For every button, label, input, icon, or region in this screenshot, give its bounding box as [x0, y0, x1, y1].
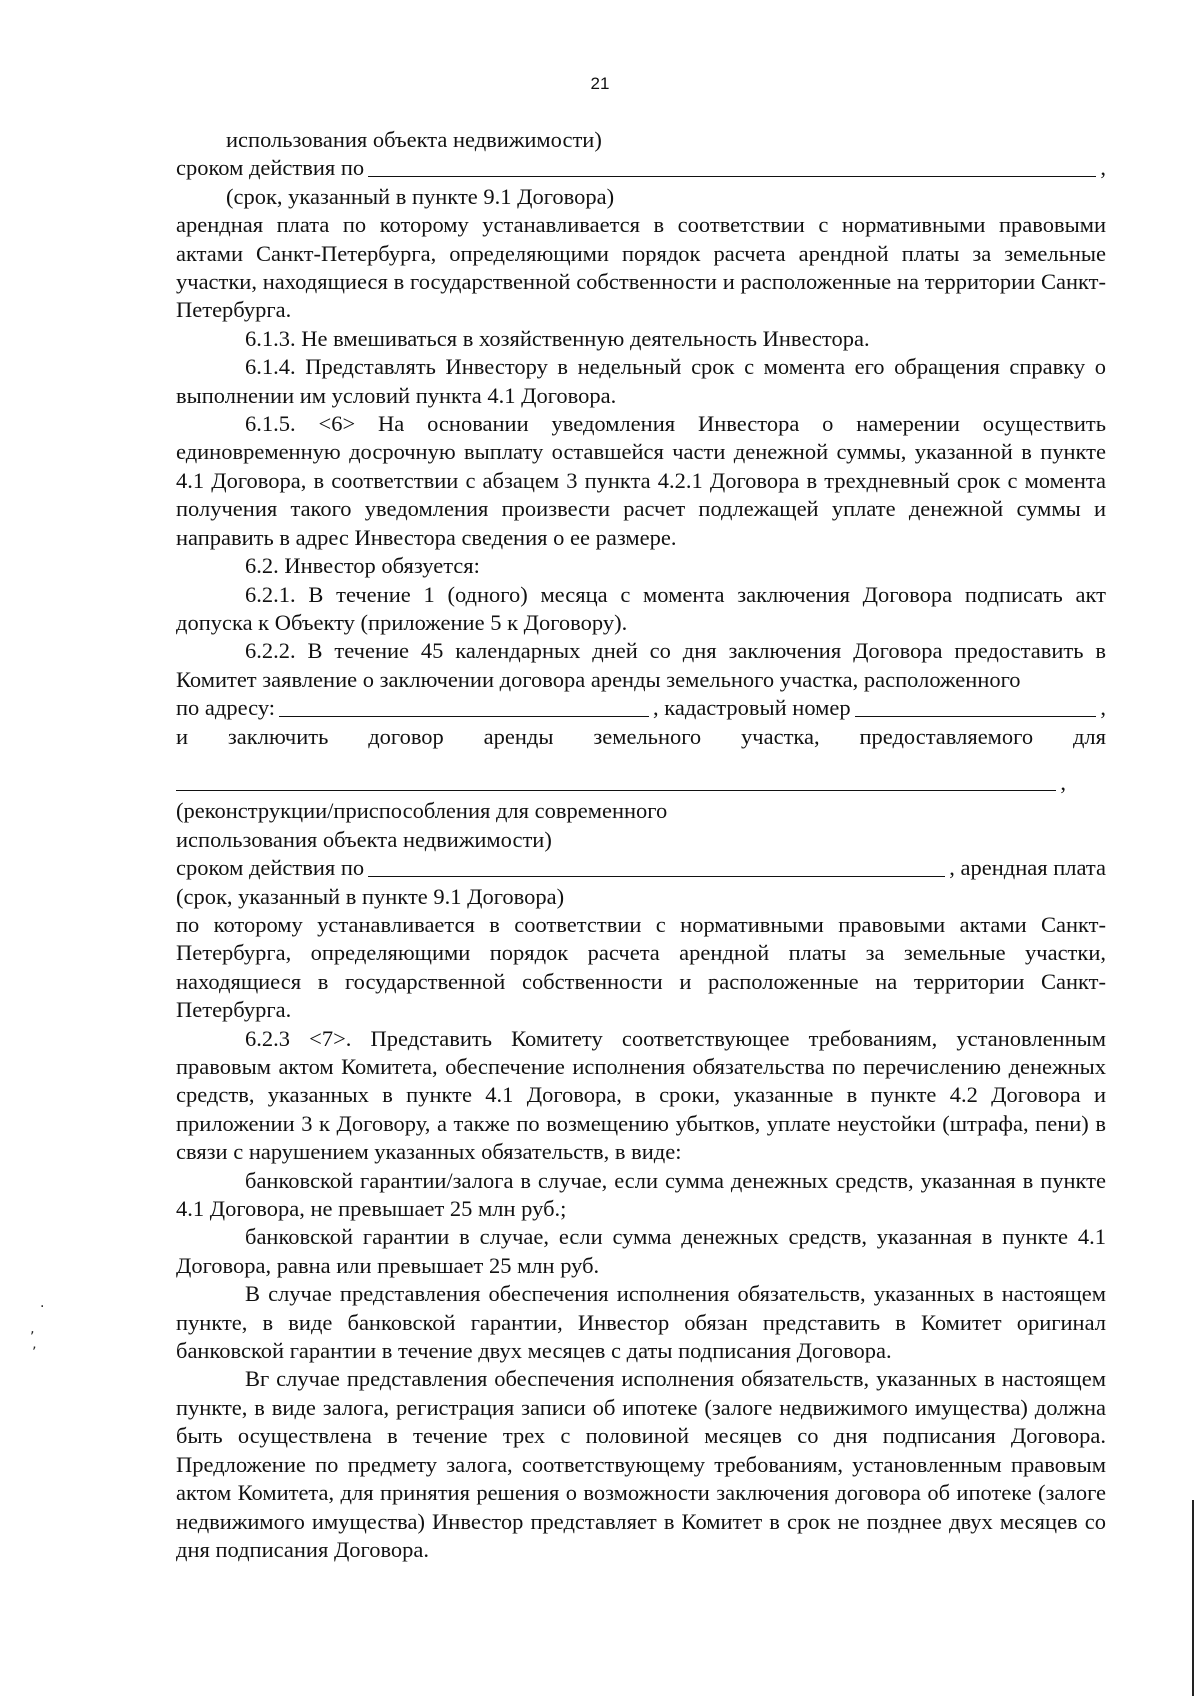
purpose-line [176, 769, 1106, 797]
spread-word: договор [368, 723, 444, 749]
address-blank[interactable] [279, 715, 649, 717]
clause-6-2-3: 6.2.3 <7>. Представить Комитету соответствующее требованиям, установленным правовым актом Комитета, обеспечение исполнения обязательства по перечислению денежных средств, указанных в пункте 4.1 Договора, в сроки, указанные в пункте 4.2 Договора и приложении 3 к Договору, а также по возмещению убытков, уплате неустойки (штрафа, пени) в связи с нарушением указанных обязательств, в виде: [176, 1025, 1106, 1165]
term-line-1 [176, 154, 1106, 182]
document-body [176, 126, 1106, 1564]
spread-word: для [1072, 723, 1106, 749]
purpose-caption-2: использования объекта недвижимости) [176, 826, 552, 852]
scan-mark-2: ‚ [30, 1321, 35, 1337]
scan-mark-3: ’ [32, 1345, 37, 1361]
term-caption-2: (срок, указанный в пункте 9.1 Договора) [176, 883, 565, 909]
clause-6-1-5: 6.1.5. <6> На основании уведомления Инвестора о намерении осуществить единовременную досрочную выплату оставшейся части денежной суммы, указанной в пункте 4.1 Договора, в соответствии с абзацем 3 пункта 4.2.1 Договора в трехдневный срок с момента получения такого уведомления произвести расчет подлежащей уплате денежной суммы и направить в адрес Инвестора сведения о ее размере. [176, 411, 1106, 550]
page-number: 21 [590, 74, 610, 93]
clause-6-1-4: 6.1.4. Представлять Инвестору в недельный срок с момента его обращения справку о выполнении им условий пункта 4.1 Договора. [176, 354, 1106, 408]
rent-paragraph-1: арендная плата по которому устанавливается в соответствии с нормативными правовыми актами Санкт-Петербурга, определяющими порядок расчета арендной платы за земельные участки, находящиеся в государственной собственности и расположенные на территории Санкт-Петербурга. [176, 212, 1106, 323]
term-prefix-1: сроком действия по [176, 155, 365, 181]
caption-continued: использования объекта недвижимости) [226, 127, 602, 152]
term-prefix-2: сроком действия по [176, 855, 365, 881]
purpose-suffix: , [1060, 769, 1066, 795]
term-line-2 [176, 854, 1106, 882]
scan-edge-line [1192, 1500, 1194, 1696]
address-prefix: по адресу: [176, 695, 276, 721]
cadastral-label: , кадастровый номер [653, 695, 851, 721]
clause-6-2: 6.2. Инвестор обязуется: [245, 553, 480, 579]
term-suffix-2: , арендная плата [949, 855, 1106, 881]
spread-word: аренды [483, 723, 554, 749]
term-caption-1: (срок, указанный в пункте 9.1 Договора) [226, 183, 615, 209]
spread-word: и [176, 723, 189, 749]
clause-6-2-2: 6.2.2. В течение 45 календарных дней со дня заключения Договора предоставить в Комитет заявление о заключении договора аренды земельного участка, расположенного [176, 638, 1106, 692]
clause-6-2-1: 6.2.1. В течение 1 (одного) месяца с момента заключения Договора подписать акт допуска к Объекту (приложение 5 к Договору). [176, 581, 1106, 635]
spread-word: земельного [593, 723, 702, 749]
term-suffix-1: , [1100, 155, 1106, 181]
purpose-blank[interactable] [176, 789, 1056, 791]
spread-word: заключить [227, 723, 329, 749]
term-blank-1[interactable] [368, 175, 1096, 177]
spread-word: участка, [741, 723, 820, 749]
guarantee-paragraph: В случае представления обеспечения исполнения обязательств, указанных в настоящем пункте, в виде банковской гарантии, Инвестор обязан представить в Комитет оригинал банковской гарантии в течение двух месяцев с даты подписания Договора. [176, 1281, 1106, 1364]
pledge-paragraph: Вг случае представления обеспечения исполнения обязательств, указанных в настоящем пункте, в виде залога, регистрация записи об ипотеке (залоге недвижимого имущества) должна быть осуществлена в течение трех с половиной месяцев со дня подписания Договора. Предложение по предмету залога, соответствующему требованиям, установленным правовым актом Комитета, для принятия решения о возможности заключения договора об ипотеке (залоге недвижимого имущества) Инвестор представляет в Комитет в срок не позднее двух месяцев со дня подписания Договора. [176, 1366, 1106, 1562]
spread-line [176, 723, 1106, 751]
security-option-1: банковской гарантии/залога в случае, если сумма денежных средств, указанная в пункте 4.1 Договора, не превышает 25 млн руб.; [176, 1167, 1106, 1222]
clause-6-1-3: 6.1.3. Не вмешиваться в хозяйственную деятельность Инвестора. [245, 325, 870, 351]
scan-mark-1: · [40, 1299, 45, 1315]
address-line [176, 694, 1106, 722]
spread-word: предоставляемого [859, 723, 1034, 749]
spacer [176, 751, 1106, 769]
security-option-2: банковской гарантии в случае, если сумма денежных средств, указанная в пункте 4.1 Договора, равна или превышает 25 млн руб. [176, 1224, 1106, 1278]
address-suffix: , [1100, 695, 1106, 721]
term-blank-2[interactable] [368, 875, 945, 877]
cadastral-blank[interactable] [855, 715, 1097, 717]
purpose-caption-1: (реконструкции/приспособления для современного [176, 798, 668, 824]
rent-paragraph-2: по которому устанавливается в соответствии с нормативными правовыми актами Санкт-Петербурга, определяющими порядок расчета арендной платы за земельные участки, находящиеся в государственной собственности и расположенные на территории Санкт-Петербурга. [176, 911, 1106, 1023]
